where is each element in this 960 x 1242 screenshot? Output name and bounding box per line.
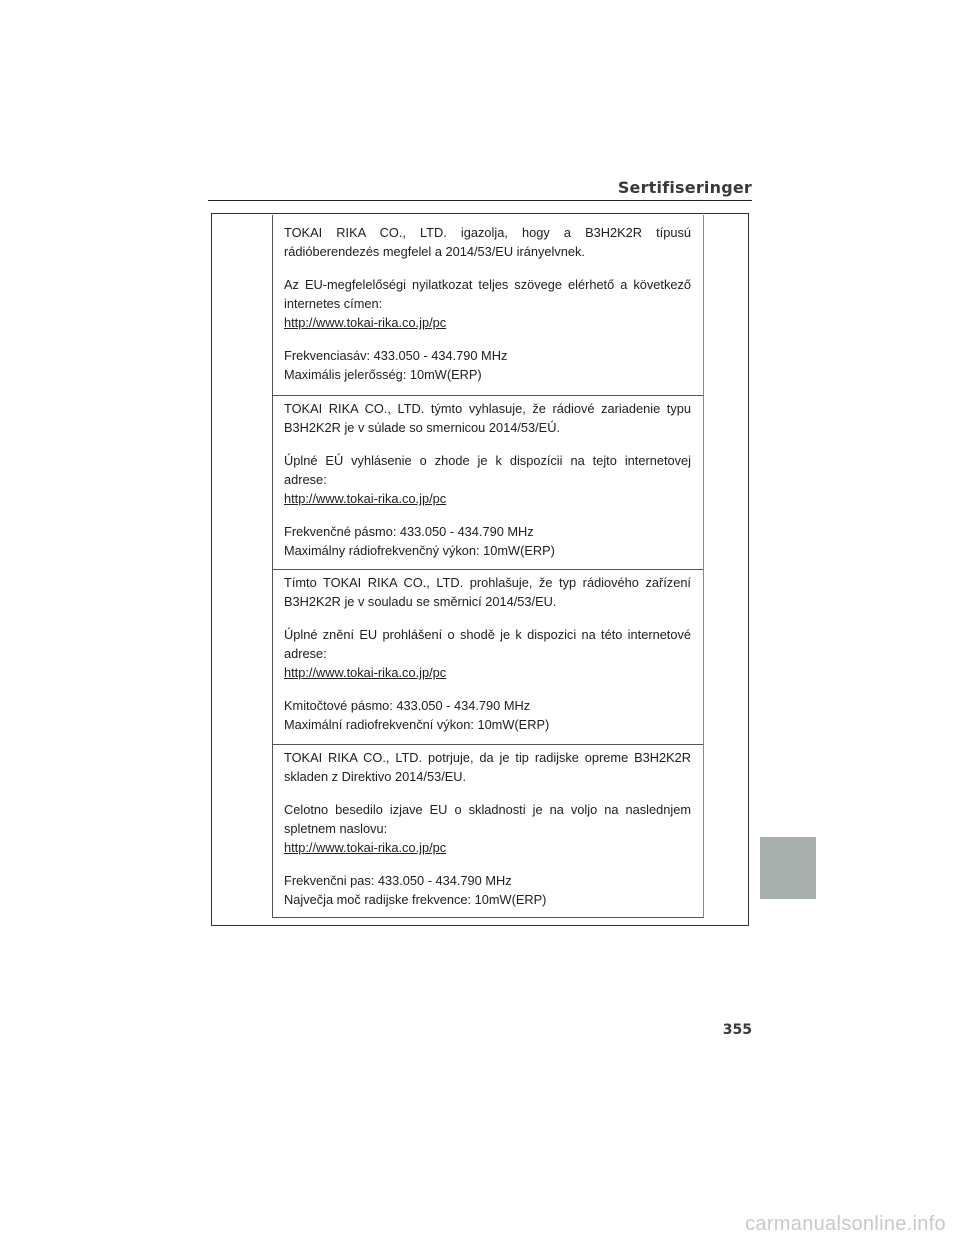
declaration-availability: Az EU-megfelelőségi nyilatkozat teljes szövege elérhető a következő internetes címen: — [284, 277, 691, 311]
cell-divider — [273, 744, 703, 745]
frequency-band: Frekvenčni pas: 433.050 - 434.790 MHz — [284, 873, 512, 888]
declaration-availability: Celotno besedilo izjave EU o skladnosti je na voljo na naslednjem spletnem naslovu: — [284, 802, 691, 836]
page-number: 355 — [722, 1022, 752, 1038]
max-power: Največja moč radijske frekvence: 10mW(ERP) — [284, 892, 547, 907]
declaration-intro: TOKAI RIKA CO., LTD. potrjuje, da je tip radijske opreme B3H2K2R skladen z Direktivo 2014/53/EU. — [284, 750, 691, 784]
declaration-availability: Úplné EÚ vyhlásenie o zhode je k dispozícii na tejto internetovej adrese: — [284, 453, 691, 487]
section-title: Sertifiseringer — [617, 178, 752, 197]
declaration-cell-slovak — [273, 399, 703, 560]
declaration-url-link[interactable]: http://www.tokai-rika.co.jp/pc — [284, 315, 447, 330]
header-divider — [208, 200, 752, 201]
declaration-intro: Tímto TOKAI RIKA CO., LTD. prohlašuje, že typ rádiového zařízení B3H2K2R je v souladu se směrnicí 2014/53/EU. — [284, 575, 691, 609]
declaration-url-link[interactable]: http://www.tokai-rika.co.jp/pc — [284, 840, 447, 855]
frequency-band: Kmitočtové pásmo: 433.050 - 434.790 MHz — [284, 698, 531, 713]
frequency-band: Frekvenciasáv: 433.050 - 434.790 MHz — [284, 348, 508, 363]
watermark: carmanualsonline.info — [745, 1213, 946, 1235]
chapter-thumb-tab — [760, 837, 816, 899]
cell-divider — [273, 395, 703, 396]
declaration-cell-slovenian — [273, 748, 703, 909]
declaration-availability: Úplné znění EU prohlášení o shodě je k dispozici na této internetové adrese: — [284, 627, 691, 661]
declaration-cell-czech — [273, 573, 703, 734]
cell-divider — [273, 569, 703, 570]
frequency-band: Frekvenčné pásmo: 433.050 - 434.790 MHz — [284, 524, 534, 539]
max-power: Maximální radiofrekvenční výkon: 10mW(ERP) — [284, 717, 550, 732]
declaration-url-link[interactable]: http://www.tokai-rika.co.jp/pc — [284, 665, 447, 680]
declaration-cell-hungarian — [273, 223, 703, 384]
declaration-intro: TOKAI RIKA CO., LTD. igazolja, hogy a B3H2K2R típusú rádióberendezés megfelel a 2014/53/EU irányelvnek. — [284, 225, 691, 259]
declaration-table — [272, 215, 704, 918]
declaration-url-link[interactable]: http://www.tokai-rika.co.jp/pc — [284, 491, 447, 506]
declaration-intro: TOKAI RIKA CO., LTD. týmto vyhlasuje, že rádiové zariadenie typu B3H2K2R je v súlade so smernicou 2014/53/EÚ. — [284, 401, 691, 435]
max-power: Maximális jelerősség: 10mW(ERP) — [284, 367, 482, 382]
max-power: Maximálny rádiofrekvenčný výkon: 10mW(ERP) — [284, 543, 555, 558]
